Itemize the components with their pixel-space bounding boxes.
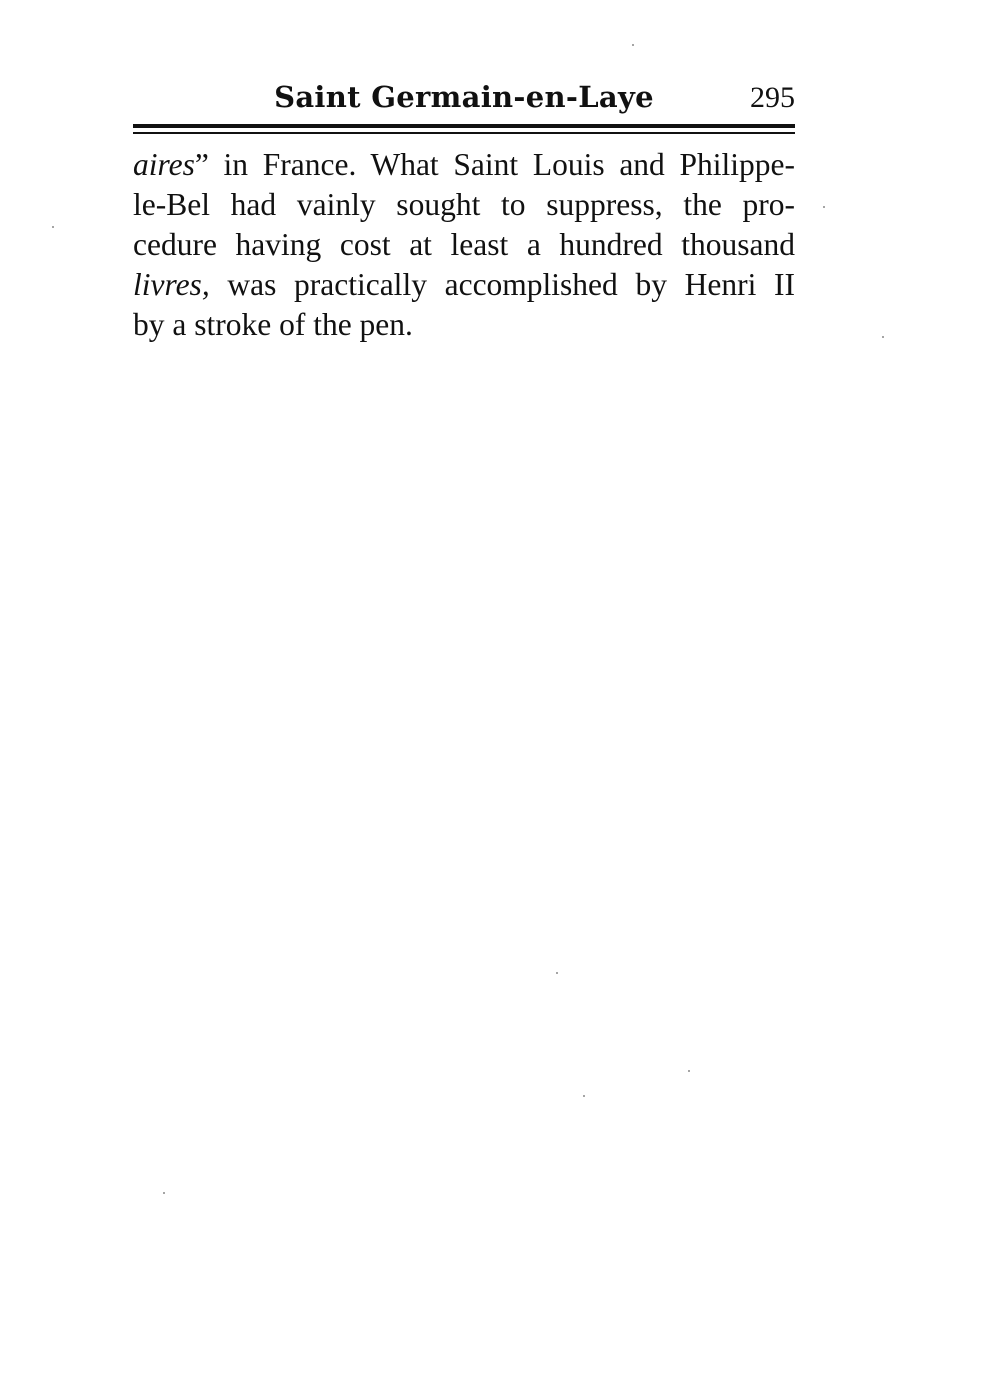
- text-line-1-rest: ” in France. What Saint Louis and Philippe-: [194, 147, 795, 182]
- scan-speck: [163, 1192, 165, 1194]
- scan-speck: [823, 206, 825, 208]
- header-rule-thin: [133, 132, 795, 134]
- text-line-3: cedure having cost at least a hundred thousand: [133, 227, 795, 262]
- text-line-4-rest: was practically accomplished by Henri II: [209, 267, 795, 302]
- header-rule-thick: [133, 124, 795, 128]
- text-line-4: [133, 265, 795, 305]
- running-head: [133, 78, 795, 118]
- scan-speck: [882, 336, 884, 338]
- text-line-2: le-Bel had vainly sought to suppress, the pro-: [133, 187, 795, 222]
- scan-speck: [556, 972, 558, 974]
- body-paragraph: [133, 145, 795, 345]
- italic-word-aires: aires: [133, 147, 195, 182]
- scan-speck: [583, 1095, 585, 1097]
- running-title: Saint Germain-en-Laye: [274, 80, 654, 114]
- text-line-1: [133, 145, 795, 185]
- scan-speck: [688, 1070, 690, 1072]
- page-number: 295: [750, 81, 795, 114]
- scan-speck: [52, 226, 54, 228]
- italic-word-livres: livres,: [133, 267, 210, 302]
- scan-speck: [632, 44, 634, 46]
- text-line-5: by a stroke of the pen.: [133, 307, 413, 342]
